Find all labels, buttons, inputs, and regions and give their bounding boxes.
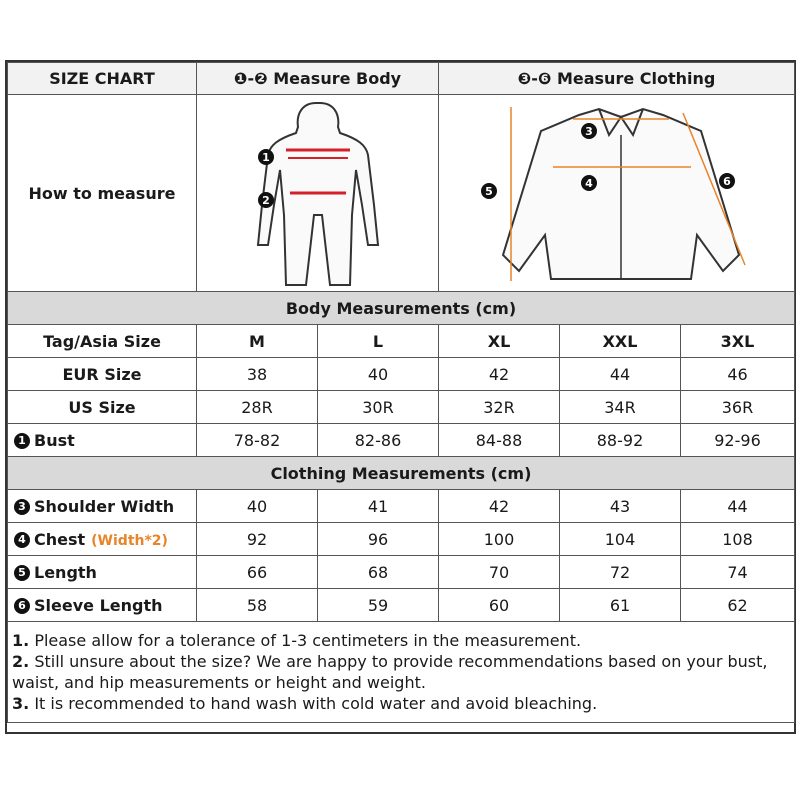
chest-note: (Width*2): [91, 532, 168, 549]
row-label: US Size: [8, 391, 197, 424]
table-cell: 28R: [197, 391, 318, 424]
sleeve-length-row: [8, 589, 795, 622]
table-cell: 34R: [560, 391, 681, 424]
measure-clothing-range: ❸-❻: [517, 69, 552, 88]
clothing-illustration-cell: [439, 95, 795, 292]
table-cell: 42: [439, 490, 560, 523]
row-label: [8, 523, 197, 556]
table-cell: 92-96: [681, 424, 795, 457]
length-row: [8, 556, 795, 589]
table-cell: 72: [560, 556, 681, 589]
table-cell: 82-86: [318, 424, 439, 457]
size-chart-table: [7, 62, 795, 723]
measure-body-range: ❶-❷: [233, 69, 268, 88]
table-cell: 74: [681, 556, 795, 589]
table-cell: 44: [560, 358, 681, 391]
bust-label: Bust: [34, 430, 75, 450]
clothing-measurements-band: [8, 457, 795, 490]
length-number-icon: 5: [14, 565, 30, 581]
table-cell: 68: [318, 556, 439, 589]
row-label: [8, 556, 197, 589]
chest-label: Chest: [34, 529, 86, 549]
table-cell: 44: [681, 490, 795, 523]
note-item: [12, 630, 790, 651]
table-cell: 84-88: [439, 424, 560, 457]
shoulder-number-icon: 3: [14, 499, 30, 515]
table-cell: 62: [681, 589, 795, 622]
table-cell: 100: [439, 523, 560, 556]
row-label: [8, 589, 197, 622]
table-cell: 92: [197, 523, 318, 556]
table-cell: 96: [318, 523, 439, 556]
sleeve-label: Sleeve Length: [34, 595, 163, 615]
table-cell: 43: [560, 490, 681, 523]
body-measurements-band: [8, 292, 795, 325]
size-header-row: [8, 325, 795, 358]
illustration-row: [8, 95, 795, 292]
table-cell: 88-92: [560, 424, 681, 457]
table-cell: 61: [560, 589, 681, 622]
header-row: [8, 63, 795, 95]
shirt-illustration: [439, 95, 795, 287]
table-cell: 32R: [439, 391, 560, 424]
size-cell: 3XL: [681, 325, 795, 358]
eur-size-row: [8, 358, 795, 391]
marker-4-text: 4: [585, 177, 593, 190]
row-label: [8, 424, 197, 457]
marker-3-text: 3: [585, 125, 593, 138]
row-label: EUR Size: [8, 358, 197, 391]
measure-clothing-header: [439, 63, 795, 95]
how-to-measure-label: How to measure: [8, 95, 197, 292]
note-number: 1.: [12, 631, 30, 650]
table-cell: 41: [318, 490, 439, 523]
marker-2-text: 2: [261, 194, 270, 207]
table-cell: 36R: [681, 391, 795, 424]
shoulder-width-row: [8, 490, 795, 523]
table-cell: 40: [318, 358, 439, 391]
measure-clothing-label: Measure Clothing: [556, 69, 716, 88]
note-text: Please allow for a tolerance of 1-3 centimeters in the measurement.: [34, 631, 582, 650]
marker-5-text: 5: [485, 185, 493, 198]
body-measurements-title: Body Measurements (cm): [8, 292, 795, 325]
notes-cell: [8, 622, 795, 723]
size-cell: M: [197, 325, 318, 358]
us-size-row: [8, 391, 795, 424]
table-cell: 30R: [318, 391, 439, 424]
size-cell: XL: [439, 325, 560, 358]
note-text: Still unsure about the size? We are happy to provide recommendations based on your bust, waist, and hip measurements or height and weight.: [12, 652, 768, 692]
note-text: It is recommended to hand wash with cold water and avoid bleaching.: [34, 694, 598, 713]
table-cell: 60: [439, 589, 560, 622]
shoulder-label: Shoulder Width: [34, 496, 175, 516]
table-cell: 78-82: [197, 424, 318, 457]
measure-body-header: [197, 63, 439, 95]
table-cell: 42: [439, 358, 560, 391]
size-chart-panel: [5, 60, 796, 734]
table-cell: 108: [681, 523, 795, 556]
clothing-measurements-title: Clothing Measurements (cm): [8, 457, 795, 490]
table-cell: 70: [439, 556, 560, 589]
table-cell: 40: [197, 490, 318, 523]
note-item: [12, 693, 790, 714]
note-item: [12, 651, 790, 693]
note-number: 2.: [12, 652, 30, 671]
row-label: [8, 490, 197, 523]
notes-row: [8, 622, 795, 723]
body-illustration-cell: [197, 95, 439, 292]
table-cell: 104: [560, 523, 681, 556]
size-chart-title: SIZE CHART: [8, 63, 197, 95]
table-cell: 59: [318, 589, 439, 622]
chest-number-icon: 4: [14, 532, 30, 548]
measure-body-label: Measure Body: [273, 69, 402, 88]
bust-row: [8, 424, 795, 457]
table-cell: 38: [197, 358, 318, 391]
size-label: Tag/Asia Size: [8, 325, 197, 358]
length-label: Length: [34, 562, 97, 582]
note-number: 3.: [12, 694, 30, 713]
chest-row: [8, 523, 795, 556]
marker-6-text: 6: [723, 175, 731, 188]
size-cell: XXL: [560, 325, 681, 358]
sleeve-number-icon: 6: [14, 598, 30, 614]
table-cell: 46: [681, 358, 795, 391]
size-cell: L: [318, 325, 439, 358]
table-cell: 66: [197, 556, 318, 589]
bust-number-icon: 1: [14, 433, 30, 449]
marker-1-text: 1: [261, 151, 270, 164]
body-figure-illustration: [198, 95, 438, 287]
table-cell: 58: [197, 589, 318, 622]
